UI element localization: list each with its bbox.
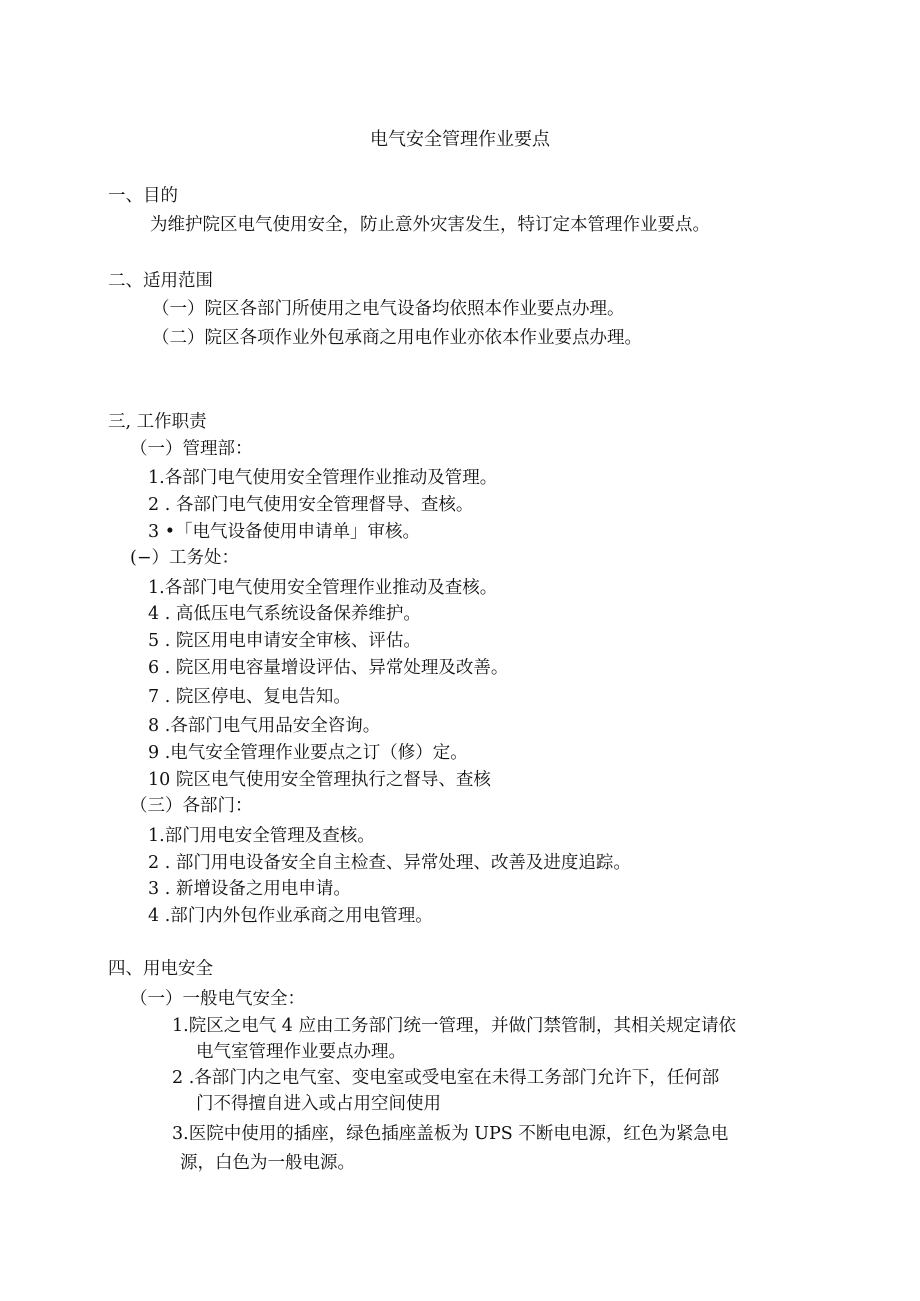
list-item: 5 . 院区用电申请安全审核、评估。 [148,631,421,651]
list-item-continuation: 源，白色为一般电源。 [180,1153,355,1173]
section-heading-scope: 二、适用范围 [108,271,213,291]
list-item: 3 •「电气设备使用申请单」审核。 [148,522,421,542]
section-heading-responsibilities: 三, 工作职责 [108,412,207,432]
subsection-heading-engineering: (−）工务处： [130,548,239,568]
section-heading-electrical-safety: 四、用电安全 [108,959,213,979]
list-item: 1.各部门电气使用安全管理作业推动及查核。 [148,578,498,598]
list-item-line: 3.医院中使用的插座，绿色插座盖板为 UPS 不断电电源，红色为紧急电 [172,1124,729,1144]
subsection-heading-general-safety: （一）一般电气安全： [130,989,305,1009]
list-item: 10 院区电气使用安全管理执行之督导、查核 [148,770,491,790]
list-item-continuation: 电气室管理作业要点办理。 [196,1042,406,1062]
list-item: 4 .部门内外包作业承商之用电管理。 [148,906,433,926]
list-item-continuation: 门不得擅自进入或占用空间使用 [196,1094,441,1114]
list-item: 6 . 院区用电容量增设评估、异常处理及改善。 [148,658,509,678]
list-item: 1.各部门电气使用安全管理作业推动及管理。 [148,468,498,488]
subsection-heading-management: （一）管理部： [130,439,253,459]
list-item: 2 . 部门用电设备安全自主检查、异常处理、改善及进度追踪。 [148,853,631,873]
list-item-line: 1.院区之电气 4 应由工务部门统一管理，并做门禁管制，其相关规定请依 [172,1016,736,1036]
scope-item: （二）院区各项作业外包承商之用电作业亦依本作业要点办理。 [152,328,642,348]
list-item: 9 .电气安全管理作业要点之订（修）定。 [148,743,468,763]
scope-item: （一）院区各部门所使用之电气设备均依照本作业要点办理。 [152,299,625,319]
list-item: 4 . 高低压电气系统设备保养维护。 [148,604,421,624]
list-item: 3 . 新增设备之用电申请。 [148,879,351,899]
list-item: 2 . 各部门电气使用安全管理督导、查核。 [148,495,474,515]
list-item: 8 .各部门电气用品安全咨询。 [148,716,381,736]
purpose-text: 为维护院区电气使用安全，防止意外灾害发生，特订定本管理作业要点。 [150,215,710,235]
document-title: 电气安全管理作业要点 [370,129,550,150]
section-heading-purpose: 一、目的 [108,186,178,206]
list-item-line: 2 .各部门内之电气室、变电室或受电室在未得工务部门允许下，任何部 [172,1068,720,1088]
list-item: 1.部门用电安全管理及查核。 [148,826,375,846]
list-item: 7 . 院区停电、复电告知。 [148,687,351,707]
subsection-heading-departments: （三）各部门： [130,796,253,816]
